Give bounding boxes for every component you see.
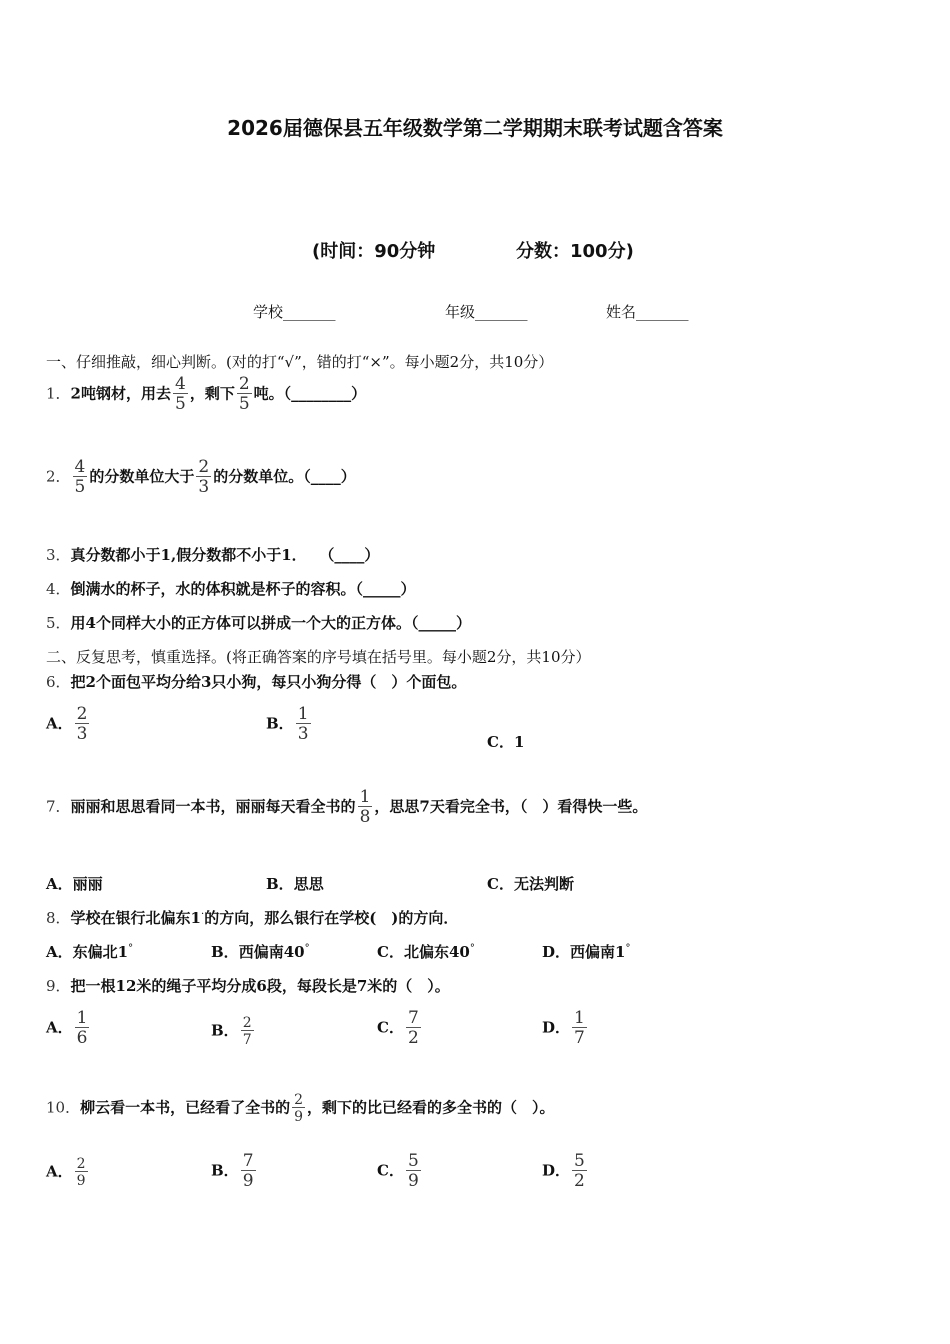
option-label: C． (377, 1161, 404, 1180)
question-number: 4． (46, 580, 71, 598)
option-text: 无法判断 (513, 875, 574, 893)
option-label: B． (266, 714, 294, 733)
option-text: 1 (513, 733, 525, 751)
denominator: 3 (198, 477, 210, 497)
numerator: 1 (359, 787, 371, 807)
option-label: A． (46, 943, 73, 961)
question-text: 柳云看一本书，已经看了全书的 (80, 1098, 291, 1117)
fraction (75, 1010, 90, 1047)
numerator: 1 (574, 1008, 585, 1028)
question-text: 把2个面包平均分给3只小狗，每只小狗分得（ ）个面包。 (70, 673, 467, 691)
option-d[interactable] (542, 1153, 589, 1190)
denominator: 5 (175, 394, 186, 414)
total-score: 分数：100分) (516, 241, 634, 262)
question-text: 用4个同样大小的正方体可以拼成一个大的正方体。（_____） (70, 614, 471, 632)
question-number: 3． (46, 546, 71, 564)
denominator: 3 (297, 724, 309, 744)
degree-mark: · (201, 909, 205, 920)
numerator: 2 (294, 1092, 304, 1108)
degree-mark: ° (469, 943, 475, 954)
numerator: 2 (76, 704, 88, 724)
denominator: 9 (294, 1109, 304, 1125)
fraction (196, 459, 211, 496)
option-text: 丽丽 (72, 875, 103, 893)
option-b[interactable] (266, 706, 313, 743)
denominator: 2 (407, 1028, 419, 1048)
fraction (241, 1016, 254, 1047)
question-number: 8． (46, 909, 71, 927)
question-number: 9． (46, 977, 71, 995)
option-c[interactable] (377, 941, 475, 962)
question-text: 2吨钢材，用去 (70, 384, 171, 403)
section-2-heading: 二、反复思考，慎重选择。(将正确答案的序号填在括号里。每小题2分，共10分） (46, 648, 591, 666)
fraction (292, 1093, 305, 1124)
numerator: 5 (407, 1151, 419, 1171)
option-c[interactable] (377, 1010, 423, 1047)
option-label: B． (211, 1021, 239, 1040)
name-field[interactable]: 姓名_______ (606, 303, 689, 321)
question-6 (46, 671, 466, 692)
numerator: 2 (76, 1156, 86, 1172)
question-text: ，剩下的比已经看的多全书的（ ）。 (307, 1098, 555, 1117)
question-4 (46, 578, 416, 599)
question-text: 的分数单位大于 (89, 467, 195, 486)
option-a[interactable] (46, 1157, 90, 1188)
question-9 (46, 975, 450, 996)
question-number: 2． (46, 467, 71, 486)
option-label: C． (377, 943, 404, 961)
fraction (237, 376, 252, 413)
option-label: D． (542, 943, 571, 961)
question-text: 丽丽和思思看同一本书，丽丽每天看全书的 (70, 797, 356, 816)
school-field[interactable]: 学校_______ (253, 303, 336, 321)
option-text: 西偏南40 (238, 943, 305, 961)
option-label: A． (46, 1018, 73, 1037)
denominator: 6 (76, 1028, 88, 1048)
numerator: 4 (74, 457, 86, 477)
time-limit: (时间：90分钟 (312, 241, 436, 262)
denominator: 7 (242, 1032, 252, 1048)
question-text: 真分数都小于1,假分数都不小于1． （____） (70, 546, 380, 564)
question-8 (46, 907, 458, 928)
question-text: 的方向，那么银行在学校( )的方向． (204, 909, 459, 927)
question-text: ，思思7天看完全书，（ ）看得快一些。 (374, 797, 648, 816)
denominator: 7 (574, 1028, 585, 1048)
question-text: 倒满水的杯子，水的体积就是杯子的容积。（_____） (70, 580, 416, 598)
fraction (296, 706, 311, 743)
degree-mark: ° (304, 943, 310, 954)
degree-mark: ° (625, 943, 631, 954)
question-number: 1． (46, 384, 71, 403)
question-2 (46, 459, 356, 496)
denominator: 9 (242, 1171, 254, 1191)
question-1 (46, 376, 366, 413)
page-title: 2026届德保县五年级数学第二学期期末联考试题含答案 (227, 116, 723, 140)
question-10 (46, 1093, 555, 1124)
section-1-heading: 一、仔细推敲，细心判断。(对的打“√”，错的打“×”。每小题2分，共10分） (46, 353, 554, 371)
option-text: 东偏北1 (72, 943, 129, 961)
numerator: 7 (407, 1008, 419, 1028)
option-label: B． (211, 1161, 239, 1180)
question-number: 5． (46, 614, 71, 632)
option-text: 西偏南1 (570, 943, 626, 961)
grade-field[interactable]: 年级_______ (445, 303, 528, 321)
option-label: A． (46, 714, 73, 733)
denominator: 2 (574, 1171, 585, 1191)
option-label: B． (266, 875, 294, 893)
option-a[interactable] (46, 941, 133, 962)
numerator: 5 (574, 1151, 585, 1171)
answer-blank[interactable]: 吨。（________） (253, 384, 367, 403)
option-label: C． (487, 875, 514, 893)
option-label: D． (542, 1161, 571, 1180)
fraction (173, 376, 188, 413)
question-number: 6． (46, 673, 71, 691)
option-label: A． (46, 875, 73, 893)
option-b[interactable] (211, 1016, 256, 1047)
numerator: 2 (198, 457, 210, 477)
option-label: C． (377, 1018, 404, 1037)
fraction (406, 1153, 421, 1190)
question-5 (46, 612, 471, 633)
option-label: C． (487, 733, 514, 751)
option-b[interactable] (211, 1153, 258, 1190)
fraction (75, 1157, 88, 1188)
option-a[interactable] (46, 706, 91, 743)
question-number: 7． (46, 797, 71, 816)
denominator: 3 (76, 724, 88, 744)
option-b[interactable] (266, 873, 324, 894)
question-7 (46, 789, 647, 826)
question-text: ，剩下 (189, 384, 235, 403)
numerator: 2 (242, 1015, 252, 1031)
numerator: 2 (238, 374, 250, 394)
option-a[interactable] (46, 1010, 91, 1047)
option-b[interactable] (211, 941, 310, 962)
fraction (241, 1153, 256, 1190)
option-label: D． (542, 1018, 571, 1037)
question-text: 把一根12米的绳子平均分成6段，每段长是7米的（ ）。 (70, 977, 450, 995)
fraction (73, 459, 88, 496)
option-text: 北偏东40 (403, 943, 470, 961)
option-a[interactable] (46, 873, 103, 894)
denominator: 8 (359, 807, 371, 827)
degree-mark: ° (128, 943, 134, 954)
fraction (358, 789, 373, 826)
numerator: 1 (76, 1008, 88, 1028)
fraction (572, 1010, 587, 1047)
option-label: B． (211, 943, 239, 961)
option-c[interactable] (377, 1153, 423, 1190)
answer-blank[interactable]: 的分数单位。（____） (213, 467, 356, 486)
option-c[interactable] (487, 873, 574, 894)
question-3 (46, 544, 379, 565)
option-d[interactable] (542, 1010, 589, 1047)
denominator: 5 (74, 477, 86, 497)
numerator: 1 (297, 704, 309, 724)
denominator: 9 (76, 1173, 86, 1189)
numerator: 7 (242, 1151, 254, 1171)
question-text: 学校在银行北偏东1 (70, 909, 201, 927)
fraction (572, 1153, 587, 1190)
option-c[interactable] (487, 731, 524, 752)
option-text: 思思 (293, 875, 324, 893)
fraction (406, 1010, 421, 1047)
denominator: 5 (238, 394, 250, 414)
question-number: 10． (46, 1098, 81, 1117)
option-d[interactable] (542, 941, 630, 962)
option-label: A． (46, 1162, 73, 1181)
fraction (75, 706, 90, 743)
numerator: 4 (175, 374, 186, 394)
denominator: 9 (407, 1171, 419, 1191)
